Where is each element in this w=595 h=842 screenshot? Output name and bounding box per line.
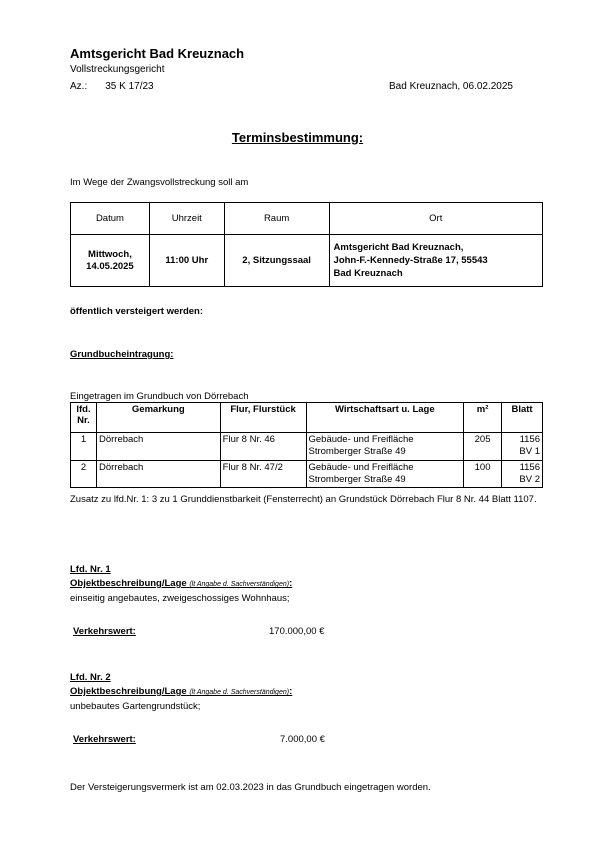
case-number-label: Az.: [70, 81, 88, 92]
row-art-line-2: Stromberger Straße 49 [308, 446, 406, 458]
place-line-2: John-F.-Kennedy-Straße 17, 55543 [333, 254, 488, 266]
row-blatt-line-2: BV 2 [519, 474, 540, 486]
header-qm: m² [464, 403, 502, 433]
row-blatt-line-2: BV 1 [519, 446, 540, 458]
header-blatt: Blatt [502, 403, 543, 433]
row-flur: Flur 8 Nr. 47/2 [220, 460, 306, 488]
row-blatt [502, 460, 543, 488]
row-qm: 100 [464, 460, 502, 488]
header-datum: Datum [71, 203, 150, 235]
date-weekday: Mittwoch, [88, 249, 132, 261]
row-nr: 1 [71, 433, 97, 461]
appointment-table [70, 202, 543, 287]
row-art-line-1: Gebäude- und Freifläche [308, 434, 414, 445]
row-nr: 2 [71, 460, 97, 488]
item-1-number: Lfd. Nr. 1 [70, 564, 111, 575]
header-lfd [71, 403, 97, 433]
object-label-note: (lt Angabe d. Sachverständigen) [189, 581, 290, 588]
object-label-text: Objektbeschreibung/Lage [70, 686, 187, 697]
case-number [70, 81, 154, 93]
row-blatt [502, 433, 543, 461]
item-2-value-label: Verkehrswert: [73, 734, 136, 745]
intro-text: Im Wege der Zwangsvollstreckung soll am [70, 177, 249, 188]
case-number-value: 35 K 17/23 [105, 81, 154, 92]
court-name: Amtsgericht Bad Kreuznach [70, 46, 245, 61]
place-date: Bad Kreuznach, 06.02.2025 [389, 81, 513, 92]
closing-text: Der Versteigerungsvermerk ist am 02.03.2023 in das Grundbuch eingetragen worden. [70, 782, 431, 793]
appointment-room: 2, Sitzungssaal [224, 235, 329, 287]
table-row [71, 460, 543, 488]
item-2-description: unbebautes Gartengrundstück; [70, 701, 201, 712]
land-register-heading: Grundbucheintragung: [70, 349, 174, 360]
header-lfd-line-1: lfd. [76, 404, 91, 415]
appointment-date [71, 235, 150, 287]
header-raum: Raum [224, 203, 329, 235]
row-art [306, 433, 464, 461]
row-art-line-1: Gebäude- und Freifläche [308, 461, 414, 473]
row-blatt-line-1: 1156 [519, 461, 540, 473]
item-1-description: einseitig angebautes, zweigeschossiges Wohnhaus; [70, 593, 290, 604]
header-lfd-line-2: Nr. [77, 415, 90, 427]
registered-in-text: Eingetragen im Grundbuch von Dörrebach [70, 391, 249, 402]
row-art-line-2: Stromberger Straße 49 [308, 474, 406, 486]
place-line-3: Bad Kreuznach [333, 268, 403, 280]
row-qm: 205 [464, 433, 502, 461]
appointment-header-row [71, 203, 543, 235]
object-label-colon: : [289, 578, 293, 589]
header-flur: Flur, Flurstück [220, 403, 306, 433]
header-ort: Ort [329, 203, 542, 235]
addendum-text: Zusatz zu lfd.Nr. 1: 3 zu 1 Grunddienstbarkeit (Fensterrecht) an Grundstück Dörrebach Flur 8 Nr. 44 Blatt 1107. [70, 494, 537, 505]
appointment-row [71, 235, 543, 287]
appointment-place [329, 235, 542, 287]
object-label-text: Objektbeschreibung/Lage [70, 578, 187, 589]
item-1-object-label [70, 578, 292, 589]
header-wirtschaft: Wirtschaftsart u. Lage [306, 403, 464, 433]
appointment-time: 11:00 Uhr [149, 235, 224, 287]
row-art [306, 460, 464, 488]
land-header-row [71, 403, 543, 433]
row-blatt-line-1: 1156 [519, 434, 540, 445]
object-label-colon: : [289, 686, 293, 697]
header-gemarkung: Gemarkung [96, 403, 220, 433]
document-title: Terminsbestimmung: [231, 130, 364, 145]
object-label-note: (lt Angabe d. Sachverständigen) [189, 689, 290, 696]
place-line-1: Amtsgericht Bad Kreuznach, [333, 241, 464, 253]
row-gemarkung: Dörrebach [96, 433, 220, 461]
land-register-table [70, 402, 543, 488]
department: Vollstreckungsgericht [70, 64, 165, 75]
item-1-value: 170.000,00 € [269, 626, 325, 637]
date-value: 14.05.2025 [86, 260, 134, 272]
auction-text: öffentlich versteigert werden: [70, 306, 204, 317]
item-2-number: Lfd. Nr. 2 [70, 672, 111, 683]
item-1-value-label: Verkehrswert: [73, 626, 136, 637]
row-gemarkung: Dörrebach [96, 460, 220, 488]
row-flur: Flur 8 Nr. 46 [220, 433, 306, 461]
header-uhrzeit: Uhrzeit [149, 203, 224, 235]
table-row [71, 433, 543, 461]
item-2-object-label [70, 686, 292, 697]
item-2-value: 7.000,00 € [280, 734, 325, 745]
